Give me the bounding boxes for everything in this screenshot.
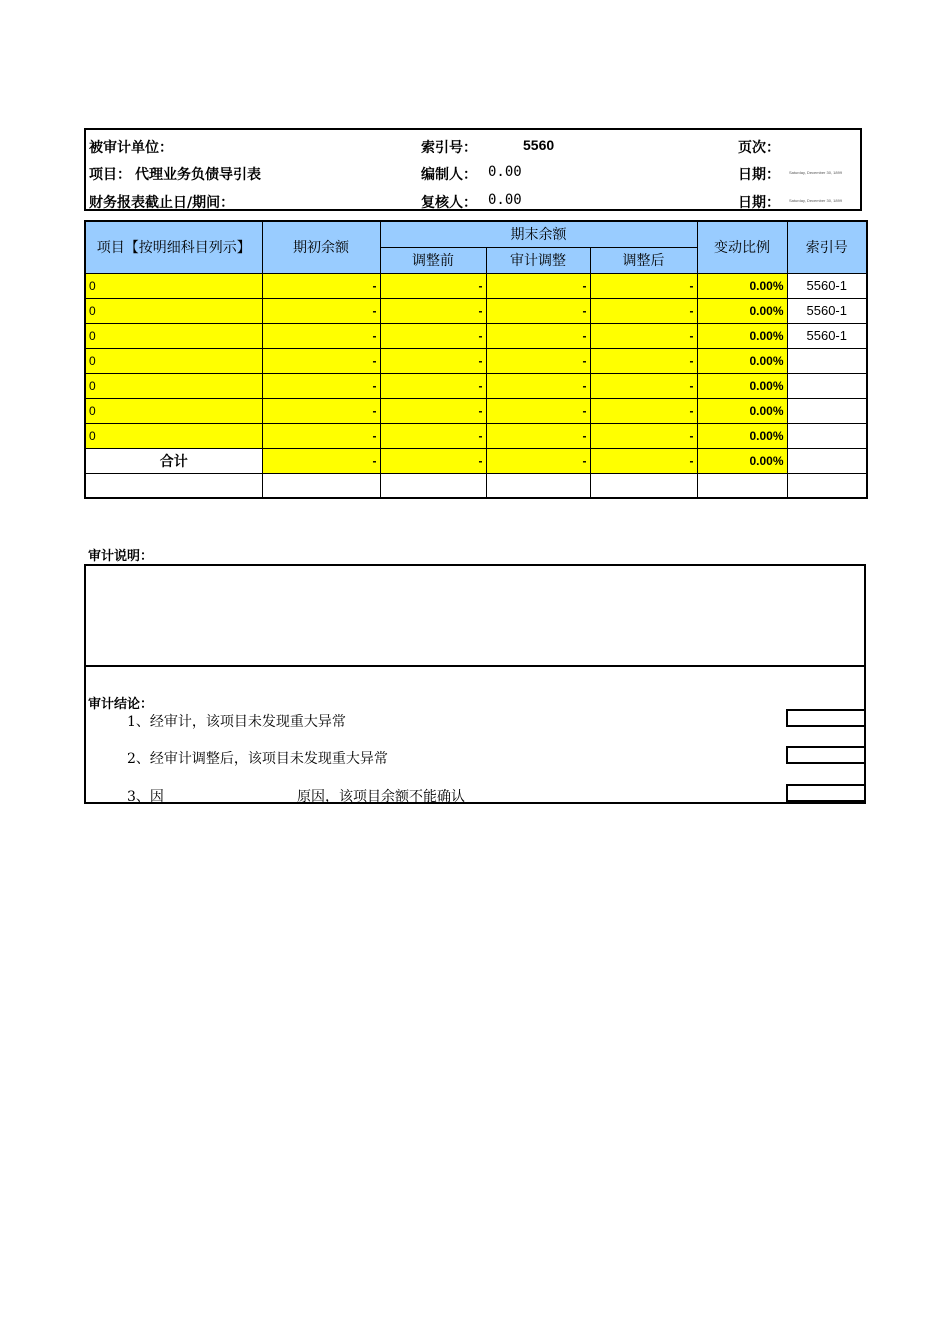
total-audit-adj: -	[486, 448, 590, 473]
audit-conclusion-label: 审计结论：	[88, 697, 154, 712]
period-label: 财务报表截止日/期间：	[89, 195, 235, 211]
row-opening: -	[262, 323, 380, 348]
conclusion-option-2: 2、经审计调整后，该项目未发现重大异常	[127, 751, 388, 767]
row-opening: -	[262, 348, 380, 373]
total-before-adj: -	[380, 448, 486, 473]
table-row	[85, 373, 867, 398]
row-index	[787, 348, 867, 373]
col-header-opening: 期初余额	[262, 221, 380, 273]
row-before-adj: -	[380, 423, 486, 448]
empty-cell	[380, 473, 486, 498]
total-opening: -	[262, 448, 380, 473]
conclusion-option-3-suffix: 原因，该项目余额不能确认	[297, 789, 465, 805]
page-label: 页次：	[738, 140, 780, 156]
row-index	[787, 373, 867, 398]
row-audit-adj: -	[486, 423, 590, 448]
project-label: 项目：	[89, 167, 131, 183]
audit-notes-label: 审计说明：	[88, 549, 154, 564]
empty-cell	[262, 473, 380, 498]
index-no-label: 索引号：	[421, 140, 477, 156]
row-name: 0	[85, 398, 262, 423]
row-name: 0	[85, 373, 262, 398]
reviewer-value: 0.00	[488, 192, 522, 208]
row-before-adj: -	[380, 323, 486, 348]
empty-cell	[486, 473, 590, 498]
row-index	[787, 398, 867, 423]
row-after-adj: -	[590, 398, 697, 423]
reviewer-label: 复核人：	[421, 195, 477, 211]
row-opening: -	[262, 273, 380, 298]
total-index	[787, 448, 867, 473]
col-header-change-ratio: 变动比例	[697, 221, 787, 273]
row-audit-adj: -	[486, 273, 590, 298]
empty-cell	[85, 473, 262, 498]
row-before-adj: -	[380, 398, 486, 423]
row-change-ratio: 0.00%	[697, 398, 787, 423]
table-row	[85, 298, 867, 323]
row-index: 5560-1	[787, 273, 867, 298]
row-change-ratio: 0.00%	[697, 273, 787, 298]
empty-cell	[787, 473, 867, 498]
row-change-ratio: 0.00%	[697, 423, 787, 448]
row-audit-adj: -	[486, 298, 590, 323]
conclusion-checkbox-2[interactable]	[786, 746, 866, 764]
row-before-adj: -	[380, 298, 486, 323]
date-label-1: 日期：	[738, 167, 780, 183]
date-value-1: Saturday, December 30, 1899	[789, 170, 843, 175]
total-change-ratio: 0.00%	[697, 448, 787, 473]
row-change-ratio: 0.00%	[697, 348, 787, 373]
col-header-before-adj: 调整前	[380, 247, 486, 273]
row-after-adj: -	[590, 348, 697, 373]
row-opening: -	[262, 398, 380, 423]
row-change-ratio: 0.00%	[697, 323, 787, 348]
empty-cell	[590, 473, 697, 498]
total-label: 合计	[85, 448, 262, 473]
row-after-adj: -	[590, 423, 697, 448]
row-name: 0	[85, 298, 262, 323]
notes-divider	[84, 665, 866, 667]
row-change-ratio: 0.00%	[697, 373, 787, 398]
row-audit-adj: -	[486, 323, 590, 348]
row-after-adj: -	[590, 298, 697, 323]
row-index: 5560-1	[787, 323, 867, 348]
row-name: 0	[85, 423, 262, 448]
table-row	[85, 423, 867, 448]
preparer-value: 0.00	[488, 164, 522, 180]
row-index: 5560-1	[787, 298, 867, 323]
row-index	[787, 423, 867, 448]
table-row	[85, 323, 867, 348]
date-value-2: Saturday, December 30, 1899	[789, 198, 843, 203]
col-header-index: 索引号	[787, 221, 867, 273]
row-audit-adj: -	[486, 373, 590, 398]
row-opening: -	[262, 298, 380, 323]
col-header-item: 项目【按明细科目列示】	[85, 221, 262, 273]
row-name: 0	[85, 323, 262, 348]
table-row	[85, 348, 867, 373]
row-after-adj: -	[590, 373, 697, 398]
conclusion-checkbox-3[interactable]	[786, 784, 866, 802]
row-change-ratio: 0.00%	[697, 298, 787, 323]
table-total-row	[85, 448, 867, 473]
empty-cell	[697, 473, 787, 498]
col-header-closing-group: 期末余额	[380, 221, 697, 247]
row-audit-adj: -	[486, 398, 590, 423]
liability-guide-table	[84, 220, 868, 499]
row-before-adj: -	[380, 273, 486, 298]
conclusion-checkbox-1[interactable]	[786, 709, 866, 727]
row-name: 0	[85, 273, 262, 298]
table-empty-row	[85, 473, 867, 498]
audited-unit-label: 被审计单位：	[89, 140, 173, 156]
row-name: 0	[85, 348, 262, 373]
row-audit-adj: -	[486, 348, 590, 373]
date-label-2: 日期：	[738, 195, 780, 211]
row-opening: -	[262, 373, 380, 398]
row-after-adj: -	[590, 323, 697, 348]
row-before-adj: -	[380, 373, 486, 398]
conclusion-option-1: 1、经审计，该项目未发现重大异常	[127, 714, 346, 730]
table-row	[85, 273, 867, 298]
audit-notes-box	[84, 564, 866, 804]
index-no-value: 5560	[523, 137, 555, 153]
row-before-adj: -	[380, 348, 486, 373]
project-value: 代理业务负债导引表	[135, 167, 261, 183]
total-after-adj: -	[590, 448, 697, 473]
row-after-adj: -	[590, 273, 697, 298]
row-opening: -	[262, 423, 380, 448]
preparer-label: 编制人：	[421, 167, 477, 183]
col-header-audit-adj: 审计调整	[486, 247, 590, 273]
table-row	[85, 398, 867, 423]
col-header-after-adj: 调整后	[590, 247, 697, 273]
conclusion-option-3-prefix: 3、因	[127, 789, 164, 805]
